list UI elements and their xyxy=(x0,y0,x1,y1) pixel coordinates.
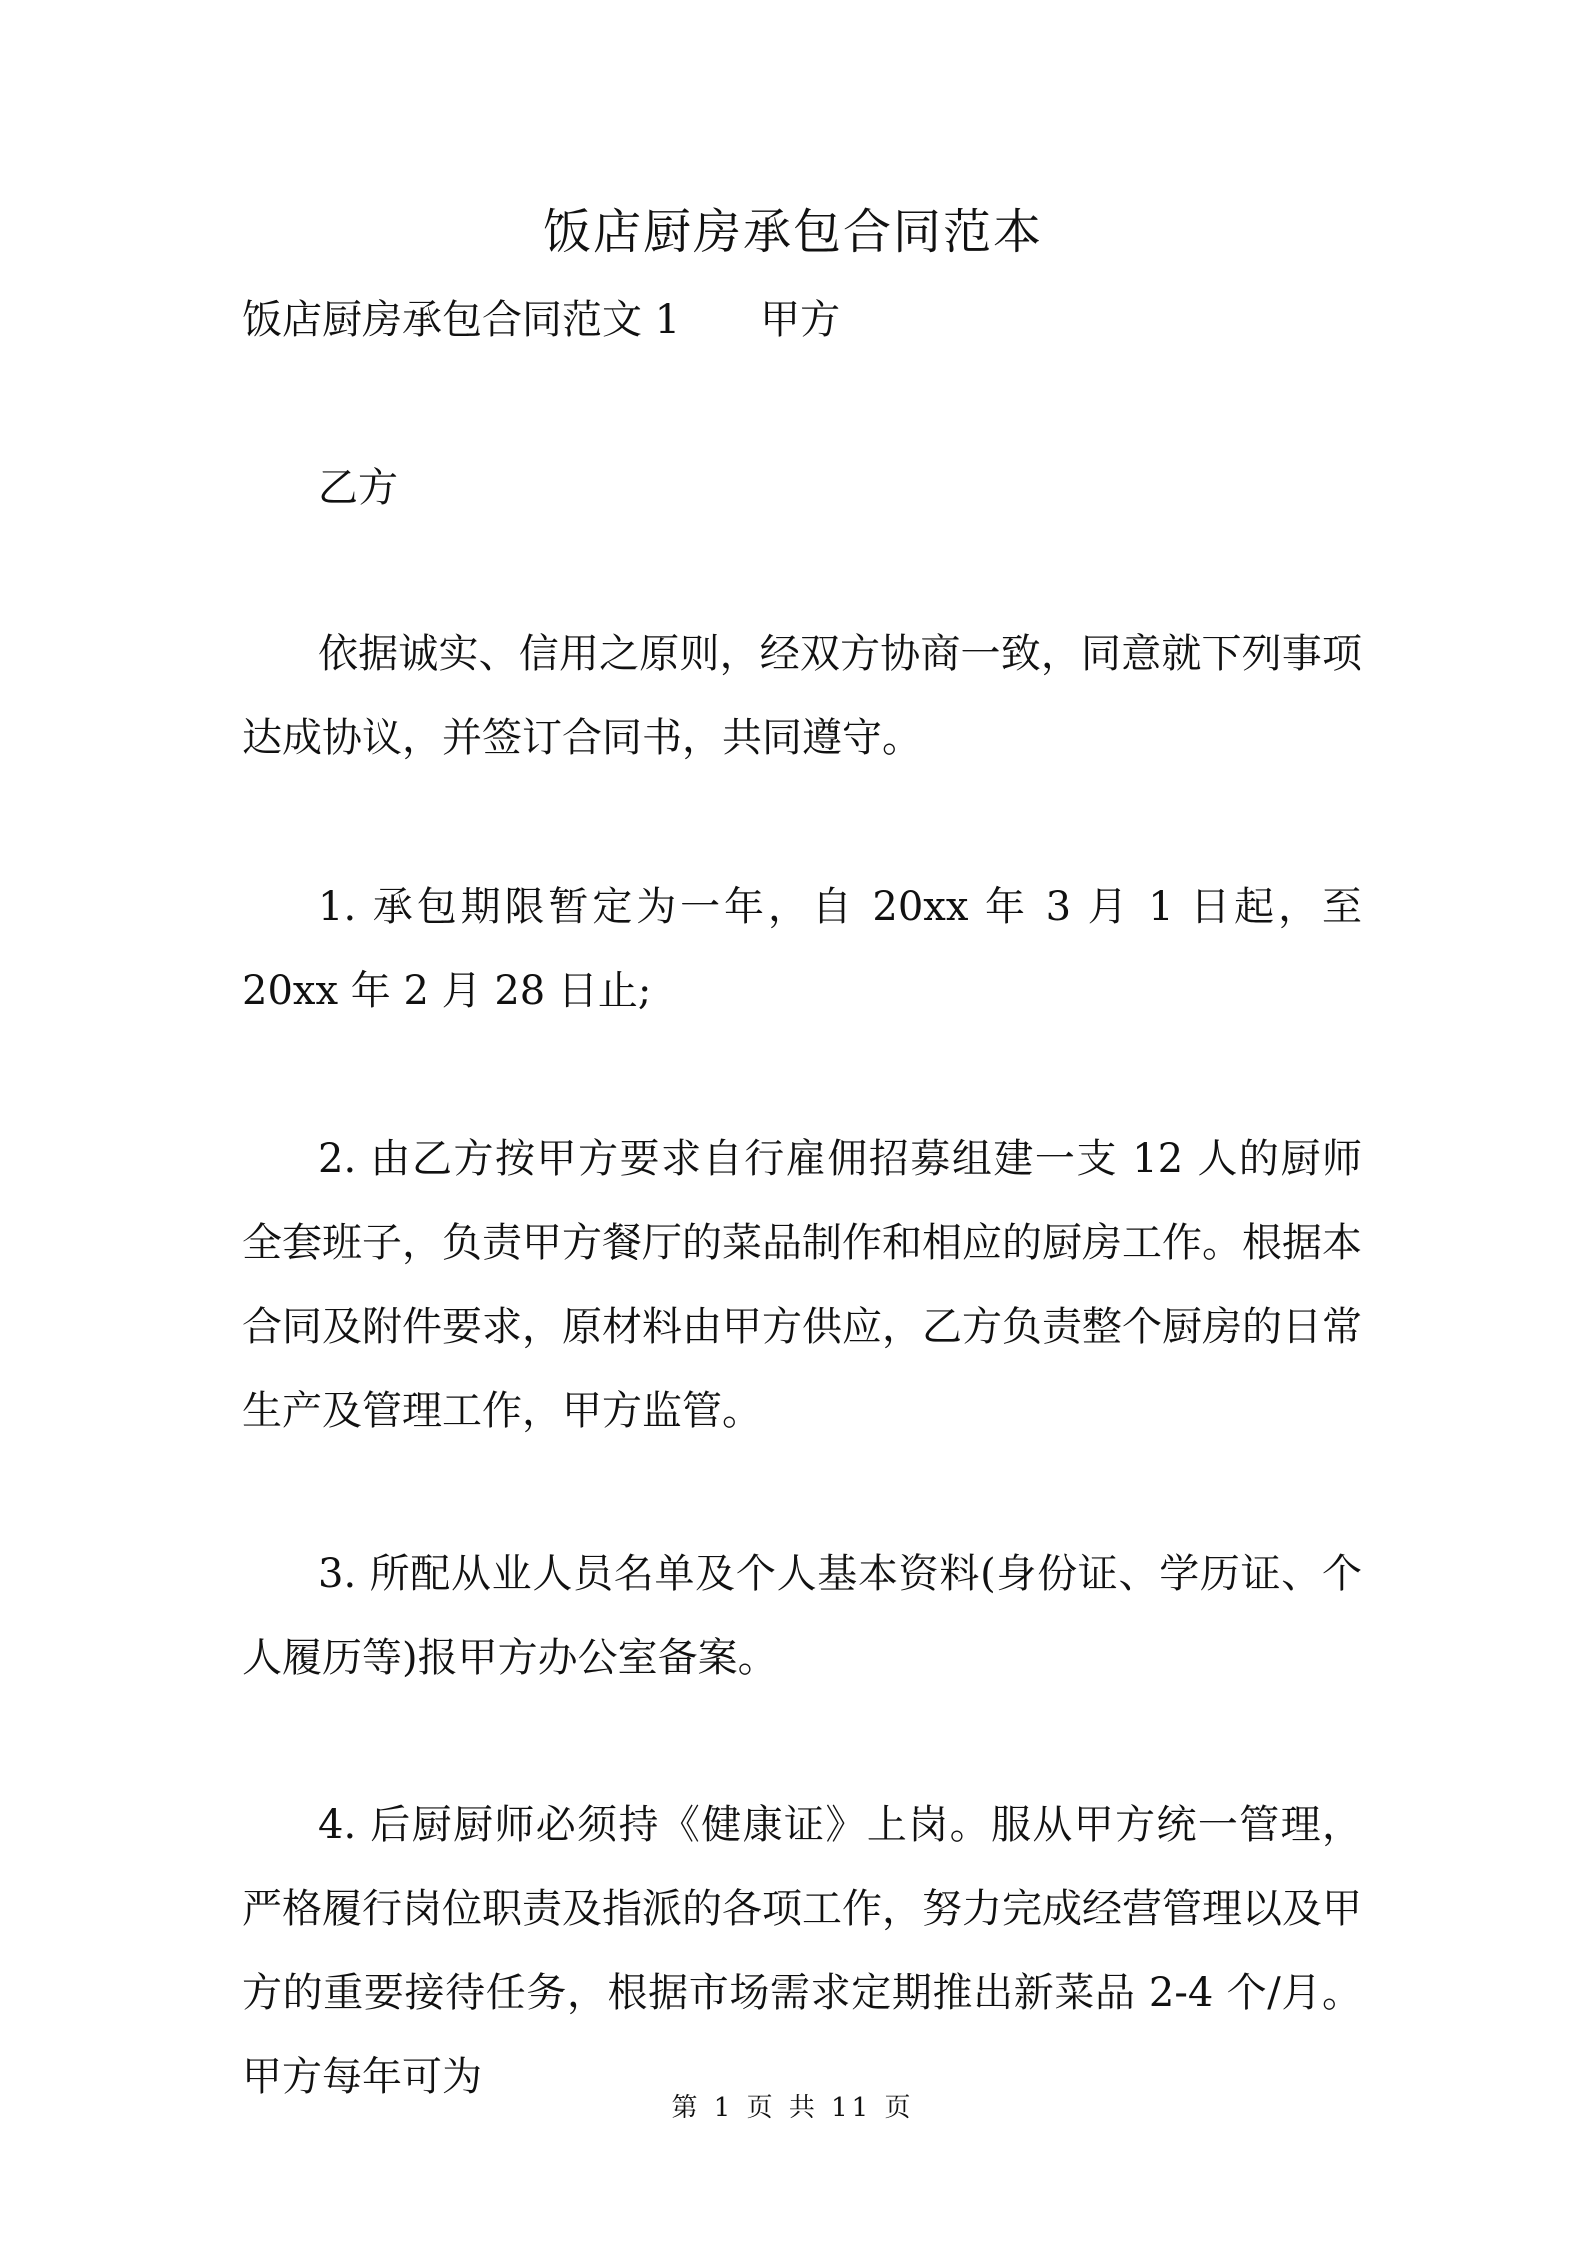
paragraph-clause-4: 4. 后厨厨师必须持《健康证》上岗。服从甲方统一管理，严格履行岗位职责及指派的各项工作，努力完成经营管理以及甲方的重要接待任务，根据市场需求定期推出新菜品 2-4 个/月。甲方每年可为 xyxy=(242,1802,1362,2100)
subtitle-line xyxy=(242,290,840,350)
document-title: 饭店厨房承包合同范本 xyxy=(542,204,1043,260)
party-b-label: 乙方 xyxy=(318,465,398,511)
paragraph-clause-1: 1. 承包期限暂定为一年，自 20xx 年 3 月 1 日起，至 20xx 年 2 月 28 日止; xyxy=(242,884,1362,1014)
subtitle-left: 饭店厨房承包合同范文 1 xyxy=(242,297,681,343)
paragraph-intro: 依据诚实、信用之原则，经双方协商一致，同意就下列事项达成协议，并签订合同书，共同遵守。 xyxy=(242,631,1362,761)
paragraph-clause-2: 2. 由乙方按甲方要求自行雇佣招募组建一支 12 人的厨师全套班子，负责甲方餐厅的菜品制作和相应的厨房工作。根据本合同及附件要求，原材料由甲方供应，乙方负责整个厨房的日常生产及管理工作，甲方监管。 xyxy=(242,1136,1362,1434)
page-footer: 第 1 页 共 11 页 xyxy=(671,2093,915,2123)
paragraph-clause-3: 3. 所配从业人员名单及个人基本资料(身份证、学历证、个人履历等)报甲方办公室备案。 xyxy=(242,1551,1362,1681)
party-a-label: 甲方 xyxy=(760,297,841,343)
